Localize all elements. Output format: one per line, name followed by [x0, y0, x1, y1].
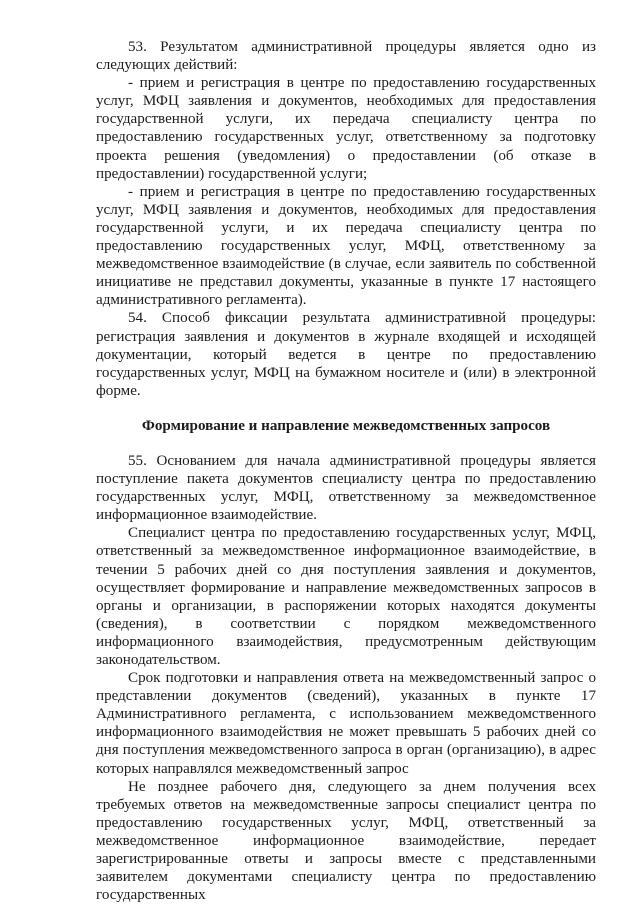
document-page [96, 38, 596, 904]
paragraph-53-item-1: - прием и регистрация в центре по предоставлению государственных услуг, МФЦ заявления и документов, необходимых для предоставления государственной услуги, их передача специалисту центра по предоставлению государственных услуг, ответственному за подготовку проекта решения (уведомления) о предоставлении (об отказе в предоставлении) государственной услуги; [96, 75, 596, 182]
paragraph-54: 54. Способ фиксации результата административной процедуры: регистрация заявления и документов в журнале входящей и исходящей документации, который ведется в центре по предоставлению государственных услуг, МФЦ на бумажном носителе и (или) в электронной форме. [96, 310, 596, 399]
paragraph-specialist: Специалист центра по предоставлению государственных услуг, МФЦ, ответственный за межведомственное информационное взаимодействие, в течении 5 рабочих дней со дня поступления заявления и документов, осуществляет формирование и направление межведомственных запросов в органы и организации, в распоряжении которых находятся документы (сведения), в соответствии с порядком межведомственного информационного взаимодействия, предусмотренным действующим законодательством. [96, 525, 596, 668]
paragraph-53: 53. Результатом административной процедуры является одно из следующих действий: [96, 39, 596, 74]
paragraph-53-item-2: - прием и регистрация в центре по предоставлению государственных услуг, МФЦ заявления и документов, необходимых для предоставления государственной услуги, и их передача специалисту центра по предоставлению государственных услуг, МФЦ, ответственному за межведомственное взаимодействие (в случае, если заявитель по собственной инициативе не представил документы, указанные в пункте 17 настоящего административного регламента). [96, 183, 596, 309]
paragraph-response-term: Срок подготовки и направления ответа на межведомственный запрос о представлении документов (сведений), указанных в пункте 17 Административного регламента, с использованием межведомственного информационного взаимодействия не может превышать 5 рабочих дней со дня поступления межведомственного запроса в орган (организацию), в адрес которых направлялся межведомственный запрос [96, 670, 596, 777]
paragraph-transfer: Не позднее рабочего дня, следующего за днем получения всех требуемых ответов на межведомственные запросы специалист центра по предоставлению государственных услуг, МФЦ, ответственный за межведомственное информационное взаимодействие, передает зарегистрированные ответы и запросы вместе с представленными заявителем документами специалисту центра по предоставлению государственных [96, 778, 596, 904]
paragraph-55: 55. Основанием для начала административной процедуры является поступление пакета документов специалисту центра по предоставлению государственных услуг, МФЦ, ответственному за межведомственное информационное взаимодействие. [96, 452, 596, 524]
section-heading: Формирование и направление межведомственных запросов [141, 417, 551, 434]
